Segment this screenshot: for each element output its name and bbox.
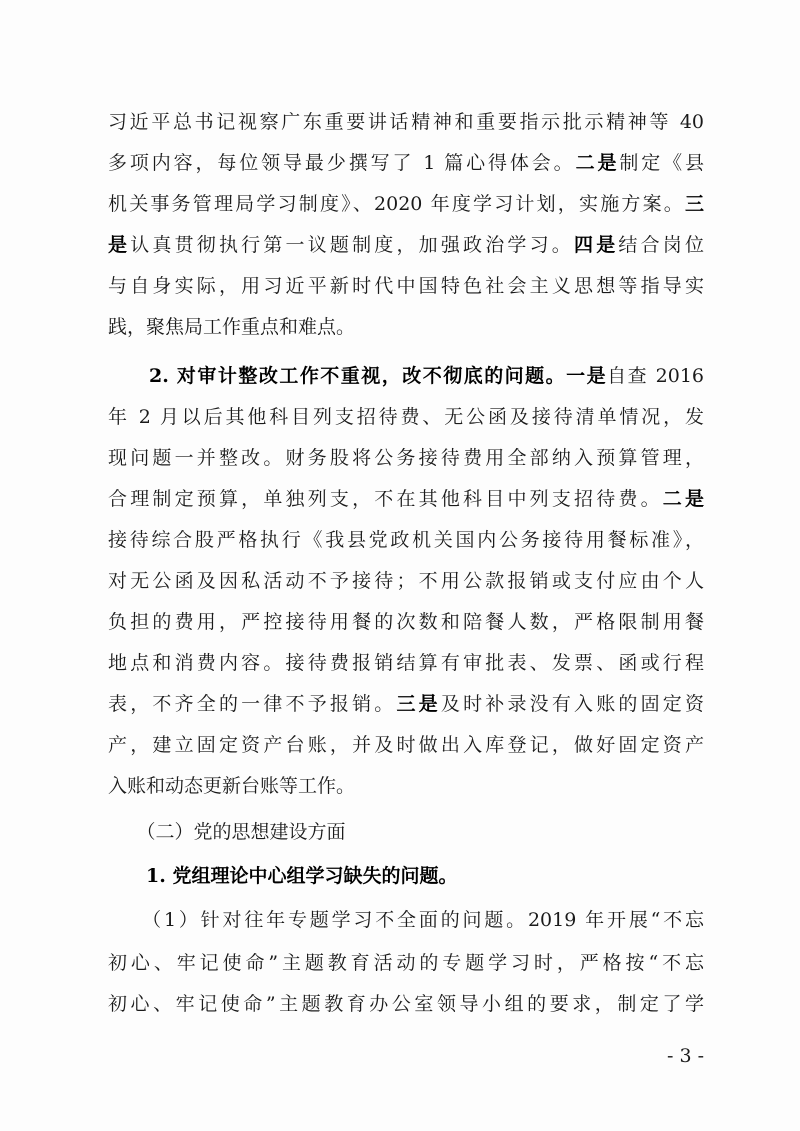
body-line: 产，建立固定资产台账，并及时做出入库登记，做好固定资产 [108, 734, 704, 756]
body-line: 机关事务管理局学习制度》、2020 年度学习计划，实施方案。三 [108, 193, 704, 215]
page-number: - 3 - [666, 1045, 704, 1067]
body-line: 对无公函及因私活动不予接待；不用公款报销或支付应由个人 [108, 570, 704, 592]
bold-marker: 四是 [574, 234, 619, 256]
body-line: 是认真贯彻执行第一议题制度，加强政治学习。四是结合岗位 [108, 234, 704, 256]
body-line: 入账和动态更新台账等工作。 [108, 775, 356, 797]
body-line: 现问题一并整改。财务股将公务接待费用全部纳入预算管理， [108, 447, 704, 469]
bold-marker: 二是 [575, 152, 620, 174]
section-heading-line: 2. 对审计整改工作不重视，改不彻底的问题。一是自查 2016 [108, 365, 704, 387]
body-line: 习近平总书记视察广东重要讲话精神和重要指示批示精神等 40 [108, 111, 704, 133]
body-line: 接待综合股严格执行《我县党政机关国内公务接待用餐标准》， [108, 529, 704, 551]
body-line: 合理制定预算，单独列支，不在其他科目中列支招待费。二是 [108, 488, 704, 510]
bold-marker: 三 [684, 193, 704, 215]
body-line: 地点和消费内容。接待费报销结算有审批表、发票、函或行程 [108, 652, 704, 674]
numbered-heading: 1. 党组理论中心组学习缺失的问题。 [108, 865, 458, 887]
body-line: 负担的费用，严控接待用餐的次数和陪餐人数，严格限制用餐 [108, 611, 704, 633]
body-line: 初心、牢记使命”主题教育办公室领导小组的要求，制定了学 [108, 993, 704, 1015]
subsection-heading: （二）党的思想建设方面 [108, 821, 346, 843]
body-line: 年 2 月以后其他科目列支招待费、无公函及接待清单情况，发 [108, 406, 704, 428]
body-line: （1）针对往年专题学习不全面的问题。2019 年开展“不忘 [108, 909, 704, 931]
body-line: 践，聚焦局工作重点和难点。 [108, 316, 356, 338]
body-line: 初心、牢记使命”主题教育活动的专题学习时，严格按“不忘 [108, 952, 704, 974]
bold-marker: 是 [108, 234, 131, 256]
body-line: 表，不齐全的一律不予报销。三是及时补录没有入账的固定资 [108, 693, 704, 715]
bold-marker: 三是 [396, 693, 441, 715]
bold-marker: 二是 [662, 488, 704, 510]
body-line: 多项内容，每位领导最少撰写了 1 篇心得体会。二是制定《县 [108, 152, 704, 174]
bold-marker: 一是 [566, 365, 608, 387]
body-line: 与自身实际，用习近平新时代中国特色社会主义思想等指导实 [108, 275, 704, 297]
numbered-heading: 2. 对审计整改工作不重视，改不彻底的问题。 [108, 365, 567, 387]
